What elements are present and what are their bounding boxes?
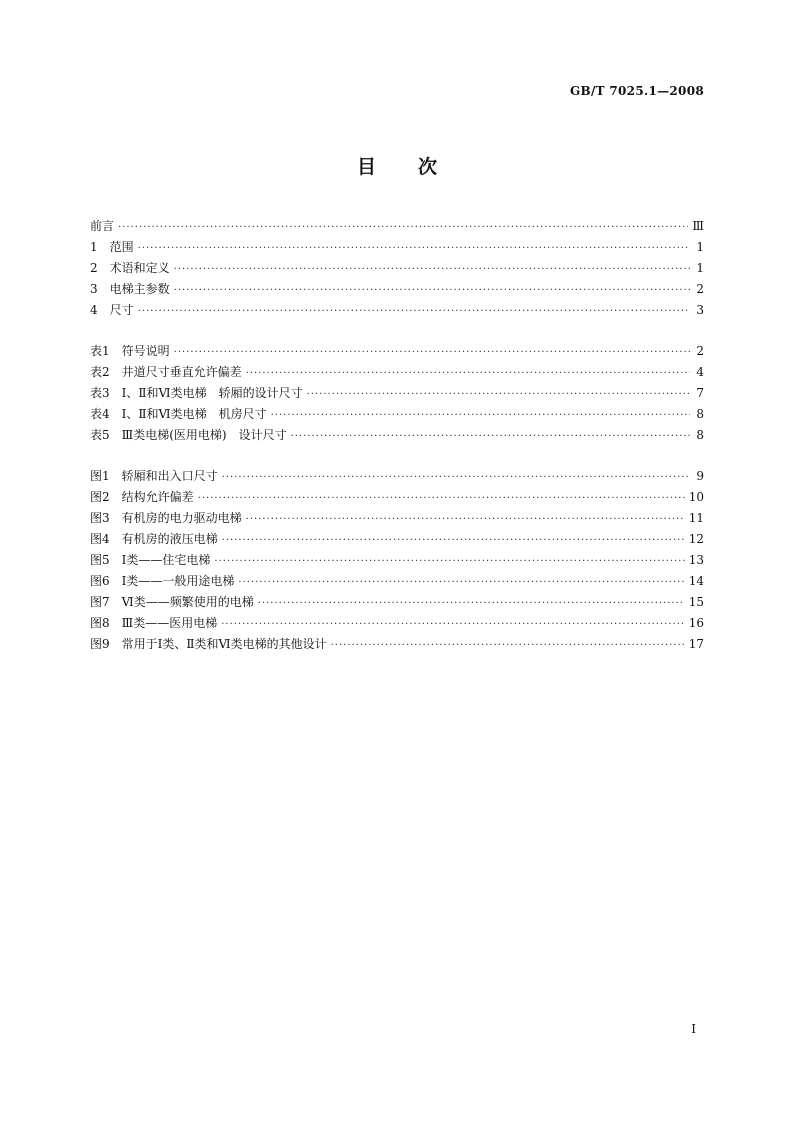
toc-entry-label: 图8 Ⅲ类——医用电梯 — [90, 616, 218, 630]
toc-entry-label: 3 电梯主参数 — [90, 282, 170, 296]
toc-entry-page: 4 — [696, 365, 704, 379]
toc-entry-label: 图1 轿厢和出入口尺寸 — [90, 469, 218, 483]
dot-leader — [221, 619, 685, 630]
toc-entry-figure-1[interactable] — [90, 467, 704, 488]
toc-entry-dimensions[interactable] — [90, 301, 704, 322]
toc-entry-page: 2 — [696, 344, 704, 358]
toc-entry-page: 13 — [688, 553, 704, 567]
toc-entry-page: 2 — [696, 282, 704, 296]
page-folio: Ⅰ — [691, 1022, 696, 1036]
toc-tables — [90, 342, 704, 447]
toc-entry-label: 图2 结构允许偏差 — [90, 490, 194, 504]
toc-entry-page: 3 — [696, 303, 704, 317]
dot-leader — [138, 306, 690, 317]
toc-entry-label: 图3 有机房的电力驱动电梯 — [90, 511, 242, 525]
dot-leader — [331, 640, 685, 651]
dot-leader — [174, 347, 690, 358]
dot-leader — [118, 222, 688, 233]
dot-leader — [271, 410, 690, 421]
toc-entry-figure-8[interactable] — [90, 614, 704, 635]
toc-entry-page: 14 — [688, 574, 704, 588]
toc-entry-page: 11 — [688, 511, 704, 525]
toc-entry-label: 表4 Ⅰ、Ⅱ和Ⅵ类电梯 机房尺寸 — [90, 407, 267, 421]
toc-sections — [90, 217, 704, 322]
toc-entry-page: 15 — [688, 595, 704, 609]
toc-entry-label: 表1 符号说明 — [90, 344, 170, 358]
toc-entry-page: 10 — [688, 490, 704, 504]
dot-leader — [258, 598, 685, 609]
toc-entry-terms[interactable] — [90, 259, 704, 280]
toc-entry-table-4[interactable] — [90, 405, 704, 426]
page-title: 目次 — [356, 156, 479, 178]
toc-entry-label: 图6 Ⅰ类——一般用途电梯 — [90, 574, 235, 588]
toc-entry-figure-4[interactable] — [90, 530, 704, 551]
toc-entry-page: 1 — [696, 240, 704, 254]
toc-entry-page: 16 — [688, 616, 704, 630]
toc-entry-figure-2[interactable] — [90, 488, 704, 509]
toc-entry-label: 前言 — [90, 219, 115, 233]
toc-entry-label: 4 尺寸 — [90, 303, 134, 317]
dot-leader — [174, 285, 690, 296]
toc-entry-scope[interactable] — [90, 238, 704, 259]
toc-figures — [90, 467, 704, 656]
toc-entry-label: 图5 Ⅰ类——住宅电梯 — [90, 553, 211, 567]
toc-entry-page: 9 — [696, 469, 704, 483]
toc-entry-table-1[interactable] — [90, 342, 704, 363]
toc-entry-label: 2 术语和定义 — [90, 261, 170, 275]
toc-entry-page: Ⅲ — [692, 219, 704, 233]
toc-entry-page: 7 — [696, 386, 704, 400]
toc-entry-figure-7[interactable] — [90, 593, 704, 614]
dot-leader — [246, 514, 685, 525]
toc-entry-table-2[interactable] — [90, 363, 704, 384]
toc-entry-figure-3[interactable] — [90, 509, 704, 530]
dot-leader — [307, 389, 690, 400]
dot-leader — [138, 243, 690, 254]
toc-entry-page: 1 — [696, 261, 704, 275]
toc-entry-label: 图7 Ⅵ类——频繁使用的电梯 — [90, 595, 254, 609]
dot-leader — [198, 493, 685, 504]
toc-entry-figure-6[interactable] — [90, 572, 704, 593]
dot-leader — [291, 431, 690, 442]
toc-entry-parameters[interactable] — [90, 280, 704, 301]
dot-leader — [238, 577, 684, 588]
dot-leader — [222, 535, 685, 546]
toc-entry-label: 表3 Ⅰ、Ⅱ和Ⅵ类电梯 轿厢的设计尺寸 — [90, 386, 303, 400]
toc-entry-figure-5[interactable] — [90, 551, 704, 572]
toc-entry-label: 图4 有机房的液压电梯 — [90, 532, 218, 546]
toc-entry-foreword[interactable] — [90, 217, 704, 238]
toc-entry-page: 8 — [696, 428, 704, 442]
dot-leader — [246, 368, 690, 379]
toc-entry-page: 8 — [696, 407, 704, 421]
dot-leader — [174, 264, 690, 275]
toc-entry-label: 图9 常用于Ⅰ类、Ⅱ类和Ⅵ类电梯的其他设计 — [90, 637, 327, 651]
toc-entry-page: 12 — [688, 532, 704, 546]
toc-entry-table-3[interactable] — [90, 384, 704, 405]
dot-leader — [222, 472, 690, 483]
toc-entry-label: 表2 井道尺寸垂直允许偏差 — [90, 365, 242, 379]
toc-entry-label: 表5 Ⅲ类电梯(医用电梯) 设计尺寸 — [90, 428, 287, 442]
toc-entry-page: 17 — [688, 637, 704, 651]
toc-entry-figure-9[interactable] — [90, 635, 704, 656]
standard-number: GB/T 7025.1—2008 — [569, 84, 704, 98]
dot-leader — [214, 556, 684, 567]
toc-entry-table-5[interactable] — [90, 426, 704, 447]
toc-entry-label: 1 范围 — [90, 240, 134, 254]
